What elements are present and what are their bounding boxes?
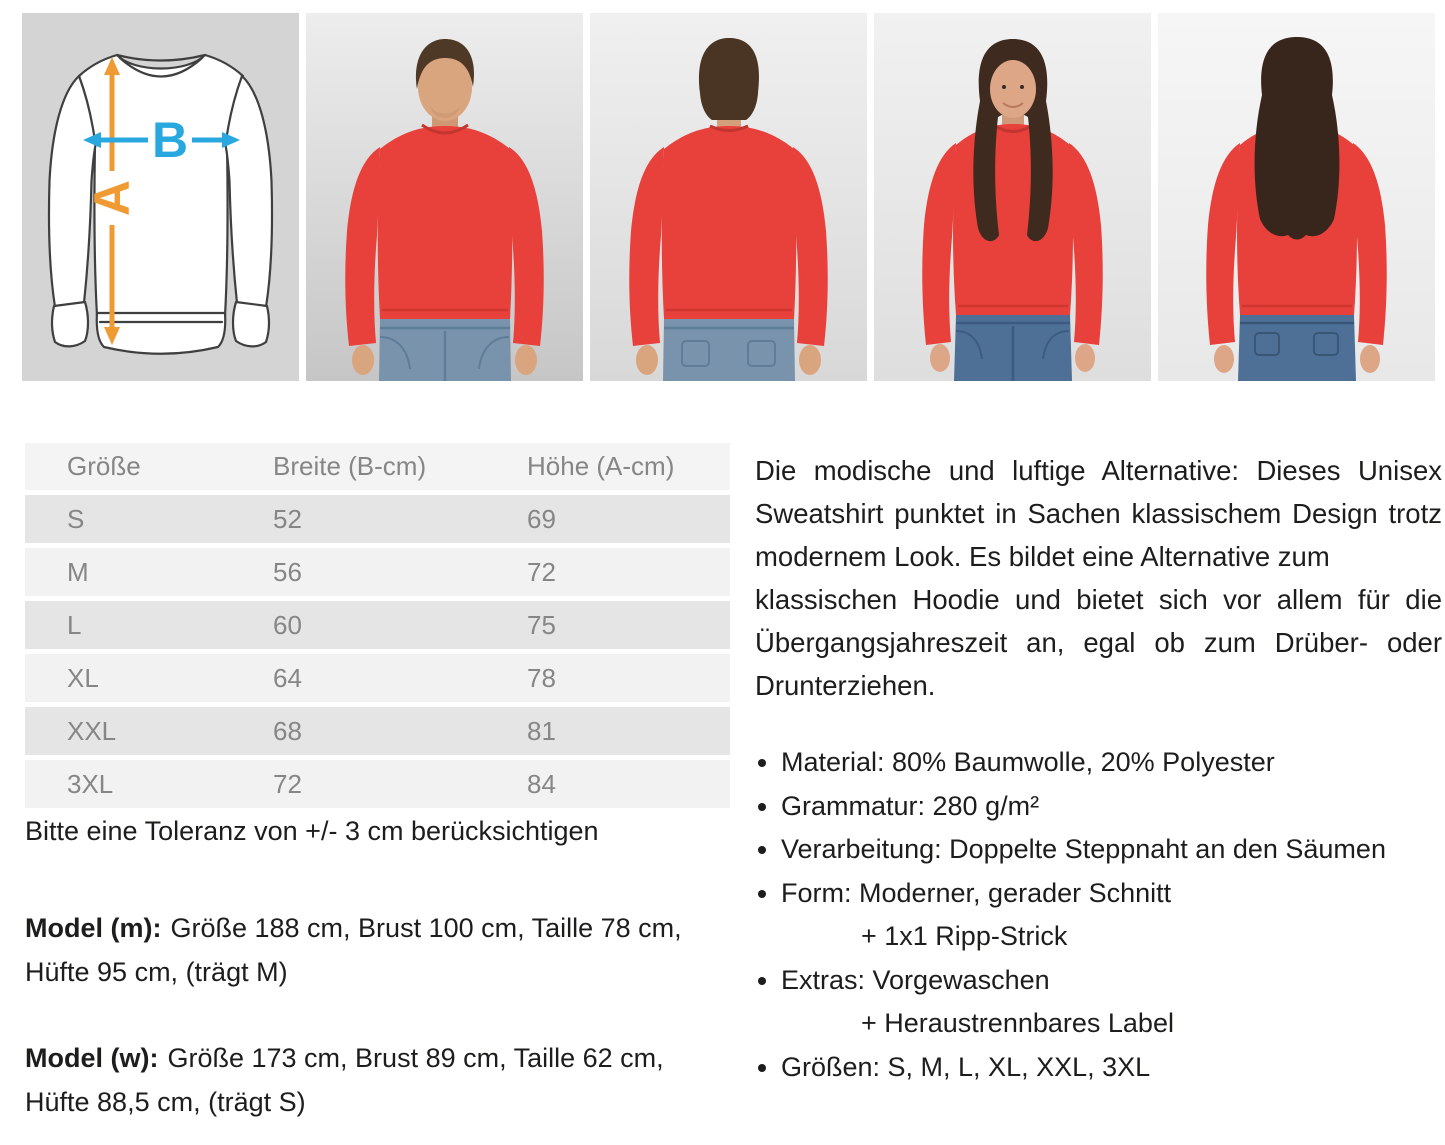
feature-item: Größen: S, M, L, XL, XXL, 3XL: [755, 1046, 1445, 1090]
photo-man-back-panel: [590, 13, 867, 381]
man-back-photo: [590, 13, 867, 381]
bullet-icon: [755, 785, 781, 829]
bullet-icon: [755, 1046, 781, 1090]
man-front-photo: [306, 13, 583, 381]
bullet-icon: [755, 959, 781, 1003]
table-row: M 56 72: [25, 548, 730, 596]
woman-back-photo: [1158, 13, 1435, 381]
bullet-icon: [755, 828, 781, 872]
feature-list: [755, 741, 1445, 1089]
bullet-icon: [755, 741, 781, 785]
label-B: B: [151, 112, 189, 168]
description-line: Übergangsjahreszeit an, egal ob zum Drüber- oder: [755, 627, 1442, 658]
jeans-woman-back: [1238, 315, 1356, 381]
photo-man-front-panel: [306, 13, 583, 381]
description-line: klassischen Hoodie und bietet sich vor allem für die: [755, 584, 1442, 615]
col-header-breite: Breite (B-cm): [273, 451, 427, 481]
red-sweatshirt-woman-front: [922, 124, 1102, 345]
model-w-label: Model (w):: [25, 1043, 159, 1073]
feature-continuation: + 1x1 Ripp-Strick: [861, 921, 1068, 951]
table-row: L 60 75: [25, 601, 730, 649]
feature-item: Grammatur: 280 g/m²: [755, 785, 1445, 829]
feature-item: Form: Moderner, gerader Schnitt: [755, 872, 1445, 916]
table-row: S 52 69: [25, 495, 730, 543]
jeans-back: [663, 319, 795, 381]
description-line: Die modische und luftige Alternative: Dieses Unisex: [755, 455, 1442, 486]
feature-item: Verarbeitung: Doppelte Steppnaht an den Säumen: [755, 828, 1445, 872]
sweatshirt-cuff: [52, 302, 88, 346]
table-row: XL 64 78: [25, 654, 730, 702]
feature-item: Extras: Vorgewaschen: [755, 959, 1445, 1003]
table-row: XXL 68 81: [25, 707, 730, 755]
product-description: [755, 449, 1442, 707]
feature-continuation: + Heraustrennbares Label: [861, 1008, 1174, 1038]
woman-back-hair: [1255, 37, 1340, 240]
description-line: Sweatshirt punktet in Sachen klassischem Design trotz: [755, 498, 1442, 529]
size-diagram-panel: [22, 13, 299, 381]
col-header-groesse: Größe: [67, 451, 141, 481]
man-back-hair: [699, 38, 759, 120]
col-header-hoehe: Höhe (A-cm): [527, 451, 675, 481]
bullet-icon: [755, 872, 781, 916]
size-table: [25, 443, 730, 808]
model-m-label: Model (m):: [25, 913, 162, 943]
feature-item: Material: 80% Baumwolle, 20% Polyester: [755, 741, 1445, 785]
photo-woman-back-panel: [1158, 13, 1435, 381]
jeans: [379, 319, 511, 381]
description-line: modernem Look. Es bildet eine Alternative zum: [755, 541, 1330, 572]
product-image-gallery: [22, 13, 1435, 381]
table-row: 3XL 72 84: [25, 760, 730, 808]
woman-front-photo: [874, 13, 1151, 381]
description-line: Drunterziehen.: [755, 670, 936, 701]
model-m-info: Model (m): Größe 188 cm, Brust 100 cm, Taille 78 cm, Hüfte 95 cm, (trägt M): [25, 913, 682, 987]
label-A: A: [84, 179, 140, 217]
size-table-header: [25, 443, 730, 490]
model-w-info: Model (w): Größe 173 cm, Brust 89 cm, Taille 62 cm, Hüfte 88,5 cm, (trägt S): [25, 1043, 664, 1117]
sweatshirt-measurement-diagram: [22, 13, 299, 381]
photo-woman-front-panel: [874, 13, 1151, 381]
jeans-woman: [954, 315, 1072, 381]
tolerance-note: Bitte eine Toleranz von +/- 3 cm berücksichtigen: [25, 816, 599, 846]
